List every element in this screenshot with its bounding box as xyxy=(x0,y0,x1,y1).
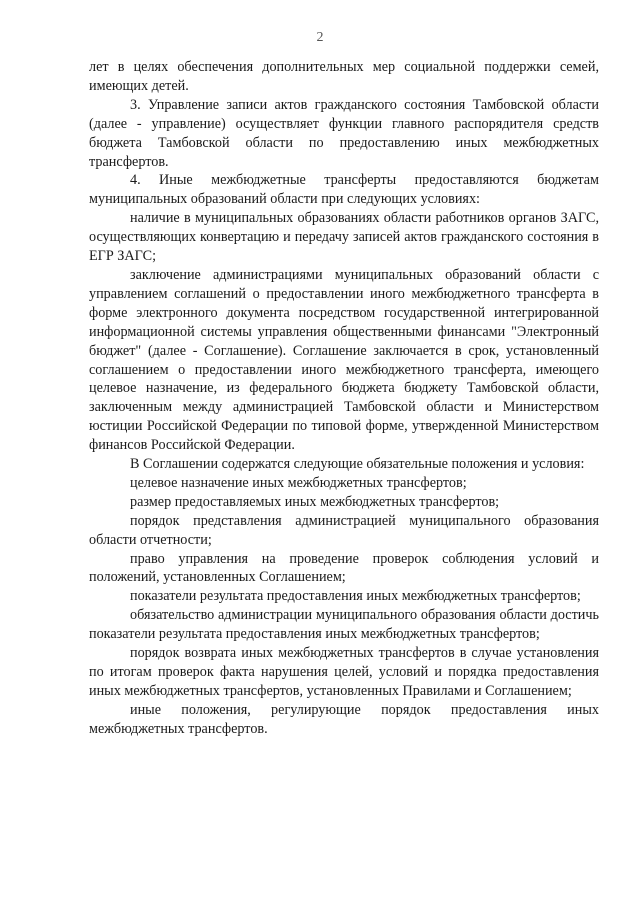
paragraph: целевое назначение иных межбюджетных трансфертов; xyxy=(130,474,467,491)
paragraph: порядок возврата иных межбюджетных трансфертов в случае установления по итогам проверок факта нарушения целей, условий и порядка предоставления иных межбюджетных трансфертов, установленных Правилами и Соглашением; xyxy=(89,645,599,699)
document-body xyxy=(89,58,599,739)
paragraph: иные положения, регулирующие порядок предоставления иных межбюджетных трансфертов. xyxy=(89,701,599,737)
page-number: 2 xyxy=(316,30,324,45)
paragraph: обязательство администрации муниципального образования области достичь показатели результата предоставления иных межбюджетных трансфертов; xyxy=(89,607,599,643)
paragraph: лет в целях обеспечения дополнительных мер социальной поддержки семей, имеющих детей. xyxy=(89,59,599,94)
paragraph: В Соглашении содержатся следующие обязательные положения и условия: xyxy=(130,456,585,473)
paragraph: 4. Иные межбюджетные трансферты предоставляются бюджетам муниципальных образований области при следующих условиях: xyxy=(89,172,599,208)
paragraph: наличие в муниципальных образованиях области работников органов ЗАГС, осуществляющих конвертацию и передачу записей актов гражданского состояния в ЕГР ЗАГС; xyxy=(89,210,599,265)
paragraph: показатели результата предоставления иных межбюджетных трансфертов; xyxy=(130,588,581,605)
paragraph: 3. Управление записи актов гражданского состояния Тамбовской области (далее - управление) осуществляет функции главного распорядителя средств бюджета Тамбовской области по предоставлению иных межбюджетных трансфертов. xyxy=(89,96,599,170)
paragraph: размер предоставляемых иных межбюджетных трансфертов; xyxy=(130,493,500,510)
paragraph: порядок представления администрацией муниципального образования области отчетности; xyxy=(89,512,599,548)
paragraph: право управления на проведение проверок соблюдения условий и положений, установленных Соглашением; xyxy=(89,550,599,586)
paragraph: заключение администрациями муниципальных образований области с управлением соглашений о предоставлении иного межбюджетного трансферта в форме электронного документа посредством государственной интегрированной информационной системы управления общественными финансами "Электронный бюджет" (далее - Соглашение). Соглашение заключается в срок, установленный соглашением о предоставлении иного межбюджетного трансферта, имеющего целевое назначение, из федерального бюджета бюджету Тамбовской области, заключенным между администрацией Тамбовской области и Министерством юстиции Российской Федерации по типовой форме, утвержденной Министерством финансов Российской Федерации. xyxy=(89,266,599,454)
